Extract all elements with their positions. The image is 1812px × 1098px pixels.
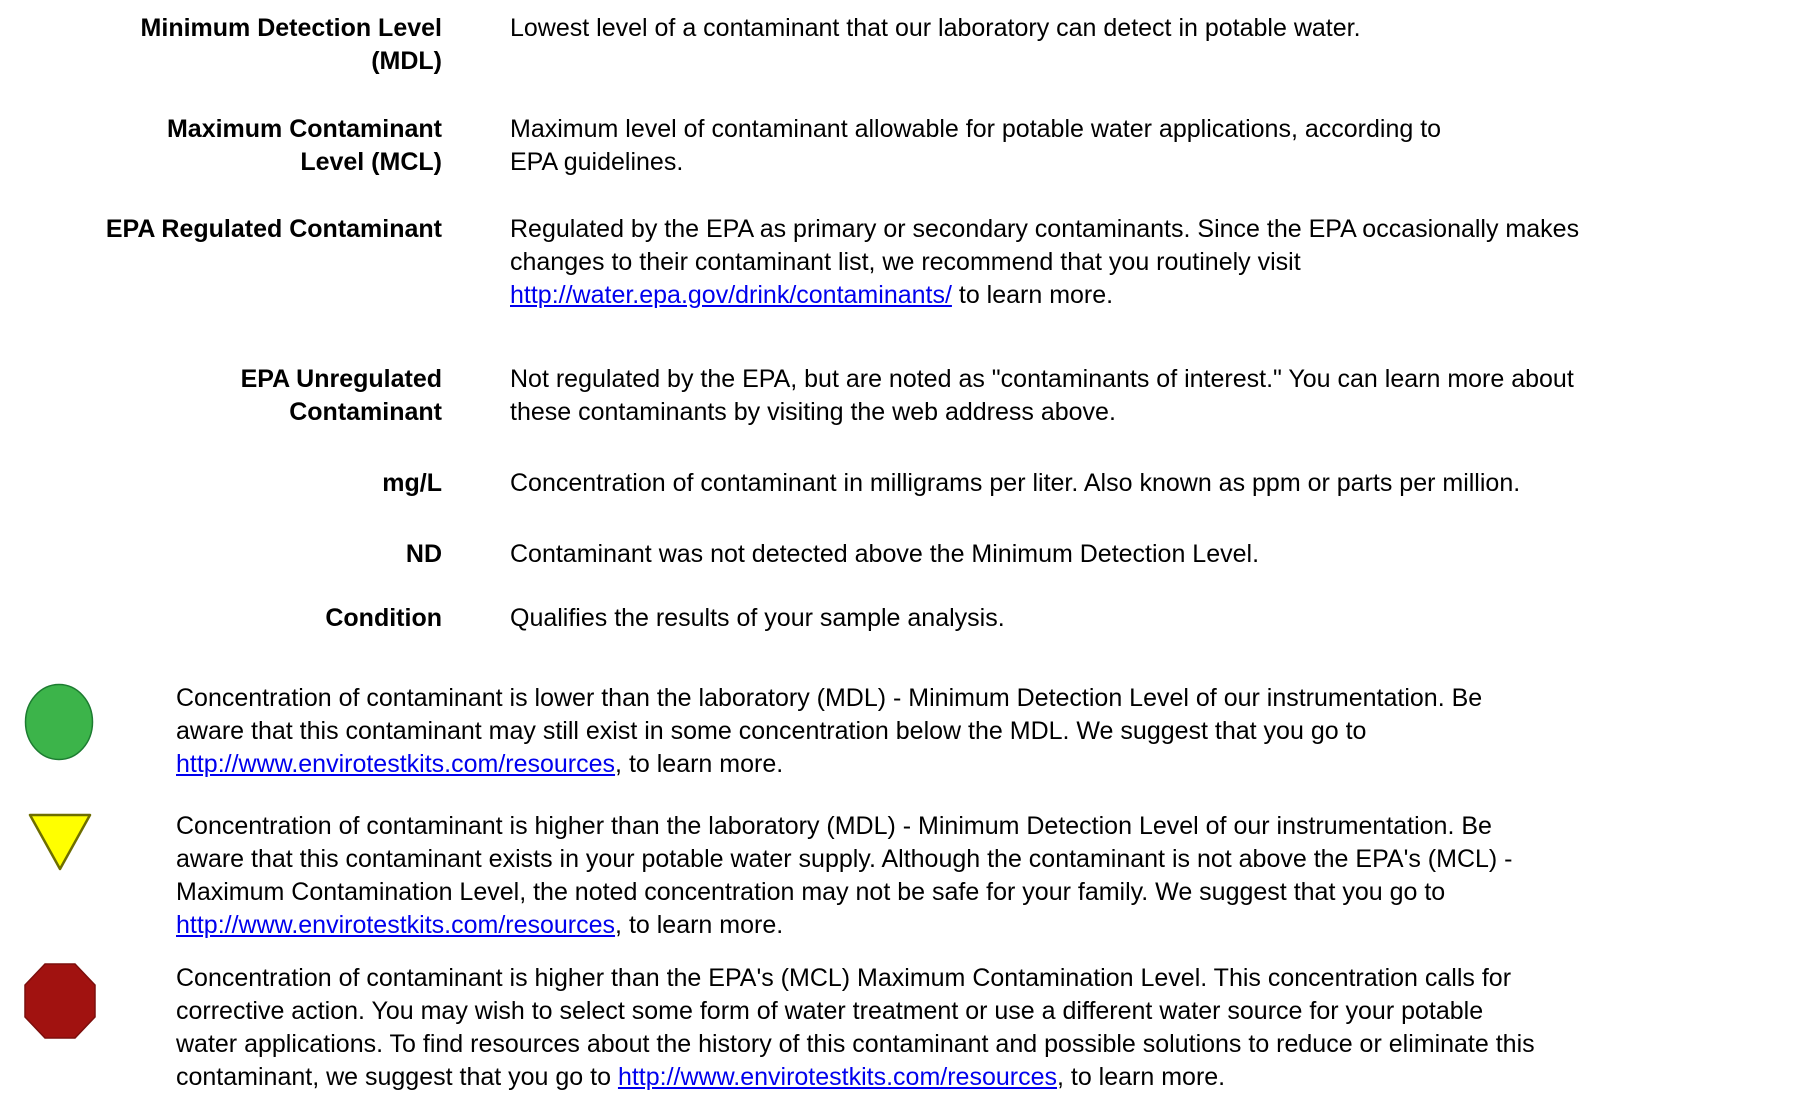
legend-text-line: contaminant, we suggest that you go to bbox=[176, 1063, 618, 1091]
definition-text: Qualifies the results of your sample analysis. bbox=[510, 604, 1005, 632]
term-label-mgl bbox=[0, 467, 442, 500]
legend-row-yellow bbox=[0, 810, 1812, 942]
legend-row-red bbox=[0, 962, 1812, 1094]
definition-row-epa-regulated bbox=[0, 213, 1812, 312]
condition-legend-section bbox=[0, 682, 1812, 1094]
legend-icon-cell bbox=[0, 682, 176, 761]
term-definition-epa-regulated bbox=[510, 213, 1579, 312]
legend-text-green bbox=[176, 682, 1812, 781]
term-label-condition bbox=[0, 602, 442, 635]
definition-text: these contaminants by visiting the web address above. bbox=[510, 398, 1116, 426]
term-label-line: mg/L bbox=[382, 469, 442, 497]
legend-icon-cell bbox=[0, 962, 176, 1039]
yellow-triangle-icon bbox=[24, 811, 96, 873]
term-label-epa-unregulated bbox=[0, 363, 442, 429]
legend-text-line: , to learn more. bbox=[1057, 1063, 1226, 1091]
legend-text-line: , to learn more. bbox=[615, 911, 784, 939]
legend-icon-cell bbox=[0, 810, 176, 873]
term-label-line: (MDL) bbox=[371, 47, 442, 75]
legend-text-line: water applications. To find resources about the history of this contaminant and possible solutions to reduce or eliminate this bbox=[176, 1030, 1535, 1058]
definition-row-epa-unregulated bbox=[0, 363, 1812, 429]
definition-row-mdl bbox=[0, 12, 1812, 78]
legend-text-yellow bbox=[176, 810, 1812, 942]
legend-text-line: Concentration of contaminant is higher than the laboratory (MDL) - Minimum Detection Level of our instrumentation. Be bbox=[176, 812, 1492, 840]
term-label-epa-regulated bbox=[0, 213, 442, 246]
envirotestkits-resources-link[interactable]: http://www.envirotestkits.com/resources bbox=[176, 750, 616, 778]
legend-text-line: Concentration of contaminant is higher than the EPA's (MCL) Maximum Contamination Level. This concentration calls for bbox=[176, 964, 1512, 992]
term-definition-condition bbox=[510, 602, 1005, 635]
definition-text: Lowest level of a contaminant that our laboratory can detect in potable water. bbox=[510, 14, 1361, 42]
term-label-mcl bbox=[0, 113, 442, 179]
definition-text: Maximum level of contaminant allowable for potable water applications, according to bbox=[510, 115, 1442, 143]
term-label-nd bbox=[0, 538, 442, 571]
definition-text: Regulated by the EPA as primary or secondary contaminants. Since the EPA occasionally makes bbox=[510, 215, 1580, 243]
definition-row-nd bbox=[0, 538, 1812, 571]
term-label-line: Contaminant bbox=[289, 398, 442, 426]
term-label-line: Condition bbox=[325, 604, 442, 632]
term-label-line: Minimum Detection Level bbox=[140, 14, 442, 42]
term-label-line: EPA Regulated Contaminant bbox=[105, 215, 442, 243]
term-label-line: ND bbox=[405, 540, 442, 568]
definition-text: changes to their contaminant list, we recommend that you routinely visit bbox=[510, 248, 1301, 276]
definition-text: Contaminant was not detected above the Minimum Detection Level. bbox=[510, 540, 1260, 568]
envirotestkits-resources-link[interactable]: http://www.envirotestkits.com/resources bbox=[176, 911, 616, 939]
legend-text-line: Maximum Contamination Level, the noted concentration may not be safe for your family. We suggest that you go to bbox=[176, 878, 1446, 906]
definition-text: to learn more. bbox=[951, 281, 1114, 309]
legend-row-green bbox=[0, 682, 1812, 781]
green-circle-icon bbox=[24, 683, 94, 761]
definition-text: EPA guidelines. bbox=[510, 148, 684, 176]
term-label-line: Level (MCL) bbox=[300, 148, 442, 176]
definition-row-mgl bbox=[0, 467, 1812, 500]
term-definition-mgl bbox=[510, 467, 1520, 500]
term-definition-nd bbox=[510, 538, 1259, 571]
term-definition-mcl bbox=[510, 113, 1441, 179]
red-octagon-icon bbox=[24, 963, 96, 1039]
legend-text-line: corrective action. You may wish to select some form of water treatment or use a different water source for your potable bbox=[176, 997, 1484, 1025]
term-label-line: EPA Unregulated bbox=[240, 365, 442, 393]
legend-text-line: aware that this contaminant may still exist in some concentration below the MDL. We suggest that you go to bbox=[176, 717, 1367, 745]
term-definition-epa-unregulated bbox=[510, 363, 1574, 429]
term-label-line: Maximum Contaminant bbox=[166, 115, 442, 143]
legend-text-line: aware that this contaminant exists in your potable water supply. Although the contaminant is not above the EPA's (MCL) - bbox=[176, 845, 1513, 873]
definition-text: Not regulated by the EPA, but are noted as "contaminants of interest." You can learn more about bbox=[510, 365, 1574, 393]
epa-contaminants-link[interactable]: http://water.epa.gov/drink/contaminants/ bbox=[510, 281, 952, 309]
term-definition-mdl bbox=[510, 12, 1361, 45]
legend-text-line: , to learn more. bbox=[615, 750, 784, 778]
definition-row-mcl bbox=[0, 113, 1812, 179]
definition-text: Concentration of contaminant in milligrams per liter. Also known as ppm or parts per million. bbox=[510, 469, 1521, 497]
legend-text-line: Concentration of contaminant is lower than the laboratory (MDL) - Minimum Detection Level of our instrumentation. Be bbox=[176, 684, 1483, 712]
definition-row-condition bbox=[0, 602, 1812, 635]
legend-text-red bbox=[176, 962, 1812, 1094]
envirotestkits-resources-link[interactable]: http://www.envirotestkits.com/resources bbox=[617, 1063, 1057, 1091]
term-label-mdl bbox=[0, 12, 442, 78]
